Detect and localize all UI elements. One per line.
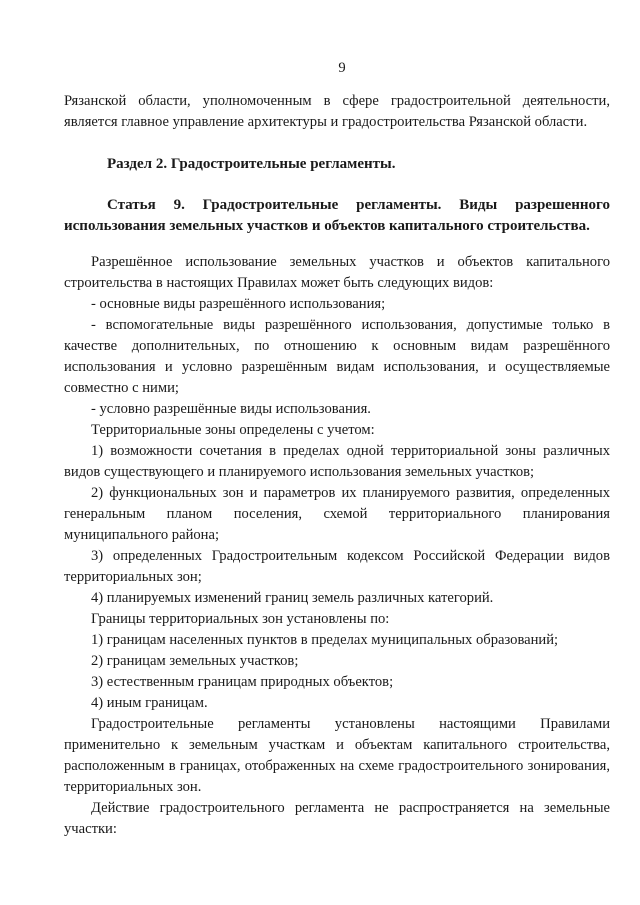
list-item: 2) границам земельных участков; xyxy=(91,653,299,669)
list-item: 1) границам населенных пунктов в пределах муниципальных образований; xyxy=(91,632,559,648)
paragraph: Действие градостроительного регламента не распространяется на земельные участки: xyxy=(64,800,610,837)
list-item: 3) определенных Градостроительным кодексом Российской Федерации видов территориальных зон; xyxy=(64,548,610,585)
list-item: 3) естественным границам природных объектов; xyxy=(91,674,394,690)
intro-paragraph: Рязанской области, уполномоченным в сфере градостроительной деятельности, является главное управление архитектуры и градостроительства Рязанской области. xyxy=(64,93,610,130)
list-item: - условно разрешённые виды использования. xyxy=(91,401,371,417)
paragraph: Разрешённое использование земельных участков и объектов капитального строительства в настоящих Правилах может быть следующих видов: xyxy=(64,254,610,291)
list-item: 4) планируемых изменений границ земель различных категорий. xyxy=(91,590,494,606)
list-item: 4) иным границам. xyxy=(91,695,208,711)
article-heading: Статья 9. Градостроительные регламенты. Виды разрешенного использования земельных участков и объектов капитального строительства. xyxy=(64,197,610,234)
list-item: - основные виды разрешённого использования; xyxy=(91,296,386,312)
paragraph: Территориальные зоны определены с учетом: xyxy=(91,422,375,438)
paragraph: Границы территориальных зон установлены по: xyxy=(91,611,390,627)
list-item: - вспомогательные виды разрешённого использования, допустимые только в качестве дополнительных, по отношению к основным видам разрешённого использования и условно разрешённым видам использования, и осуществляемые совместно с ними; xyxy=(64,317,610,396)
page-number: 9 xyxy=(338,60,346,76)
paragraph: Градостроительные регламенты установлены настоящими Правилами применительно к земельным участкам и объектам капитального строительства, расположенным в границах, отображенных на схеме градостроительного зонирования, территориальных зон. xyxy=(64,716,610,795)
section-heading: Раздел 2. Градостроительные регламенты. xyxy=(107,156,396,172)
list-item: 2) функциональных зон и параметров их планируемого развития, определенных генеральным планом поселения, схемой территориального планирования муниципального района; xyxy=(64,485,610,543)
document-page xyxy=(64,58,610,840)
list-item: 1) возможности сочетания в пределах одной территориальной зоны различных видов существующего и планируемого использования земельных участков; xyxy=(64,443,610,480)
